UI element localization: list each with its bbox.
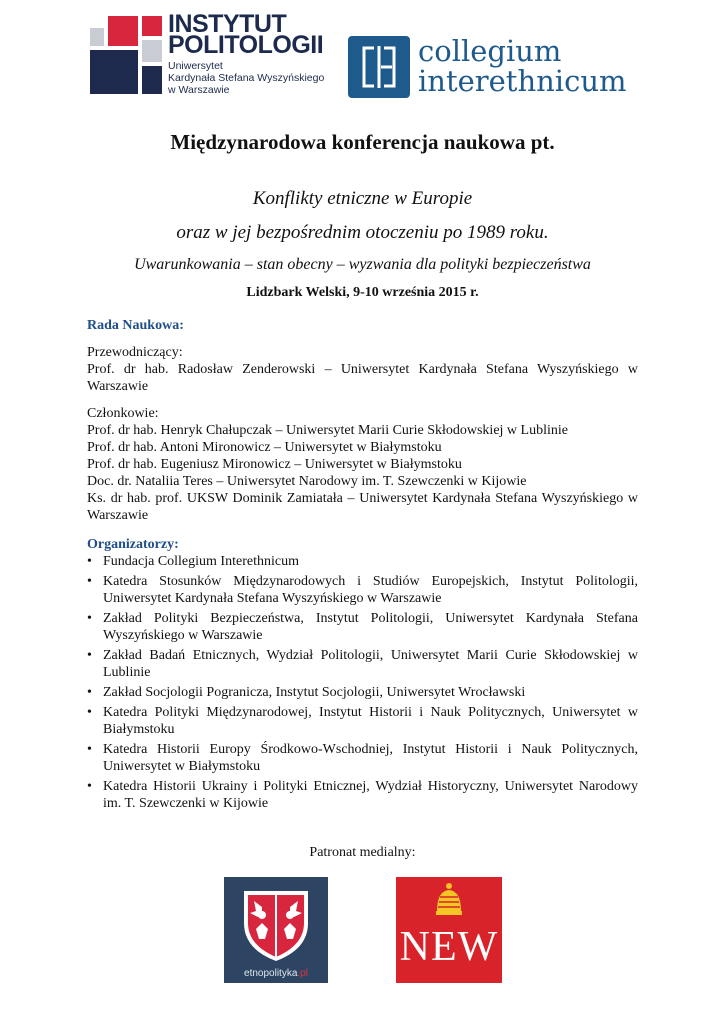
conference-date-location: Lidzbark Welski, 9-10 września 2015 r. <box>246 285 479 300</box>
instytut-logo-line1: INSTYTUT <box>168 10 287 38</box>
member-item: Prof. dr hab. Henryk Chałupczak – Uniwersytet Marii Curie Skłodowskiej w Lublinie <box>87 423 568 438</box>
main-content <box>87 317 638 815</box>
organizer-item: • Katedra Polityki Międzynarodowej, Instytut Historii i Nauk Politycznych, Uniwersytet w Białymstoku <box>87 704 638 738</box>
collegium-logo-line2: interethnicum <box>418 64 627 98</box>
collegium-logo-line1: collegium <box>418 34 562 68</box>
instytut-logo-line3: Uniwersytet <box>168 60 223 72</box>
etnopolityka-caption <box>224 968 328 979</box>
organizer-item: • Zakład Polityki Bezpieczeństwa, Instytut Politologii, Uniwersytet Kardynała Stefana Wyszyńskiego w Warszawie <box>87 610 638 644</box>
instytut-politologii-logo <box>86 10 331 98</box>
organizers-heading: Organizatorzy: <box>87 537 179 552</box>
instytut-logo-line4: Kardynała Stefana Wyszyńskiego <box>168 72 325 84</box>
media-patronage-label: Patronat medialny: <box>309 845 416 860</box>
member-item: Prof. dr hab. Antoni Mironowicz – Uniwersytet w Białymstoku <box>87 440 442 455</box>
etnopolityka-tld: .pl <box>297 968 308 979</box>
members-label: Członkowie: <box>87 406 159 421</box>
new-logo <box>396 877 502 983</box>
conference-title-line1: Konflikty etniczne w Europie <box>252 188 473 209</box>
instytut-logo-line2: POLITOLOGII <box>168 31 324 59</box>
chair-label: Przewodniczący: <box>87 345 183 360</box>
chair-name: Prof. dr hab. Radosław Zenderowski – Uniwersytet Kardynała Stefana Wyszyńskiego w Warszawie <box>87 362 638 394</box>
etnopolityka-logo <box>224 877 328 983</box>
organizer-item: • Zakład Socjologii Pogranicza, Instytut Socjologii, Uniwersytet Wrocławski <box>87 684 638 701</box>
conference-title-line2: oraz w jej bezpośrednim otoczeniu po 1989 roku. <box>176 222 549 243</box>
crown-icon <box>396 877 502 923</box>
organizer-item: • Katedra Stosunków Międzynarodowych i Studiów Europejskich, Instytut Politologii, Uniwersytet Kardynała Stefana Wyszyńskiego w Warszawie <box>87 573 638 607</box>
member-item: Ks. dr hab. prof. UKSW Dominik Zamiatała – Uniwersytet Kardynała Stefana Wyszyńskiego w Warszawie <box>87 491 638 523</box>
organizer-item: • Fundacja Collegium Interethnicum <box>87 553 638 570</box>
eagle-shield-icon <box>224 877 328 965</box>
organizer-item: • Zakład Badań Etnicznych, Wydział Politologii, Uniwersytet Marii Curie Skłodowskiej w Lublinie <box>87 647 638 681</box>
collegium-emblem-icon <box>348 36 410 98</box>
member-item: Doc. dr. Nataliia Teres – Uniwersytet Narodowy im. T. Szewczenki w Kijowie <box>87 474 527 489</box>
instytut-logo-line5: w Warszawie <box>168 84 230 96</box>
new-logo-text: NEW <box>399 924 499 970</box>
organizers-list <box>87 553 638 812</box>
member-item: Prof. dr hab. Eugeniusz Mironowicz – Uniwersytet w Białymstoku <box>87 457 462 472</box>
collegium-interethnicum-logo <box>348 34 627 100</box>
rada-heading: Rada Naukowa: <box>87 318 184 333</box>
etnopolityka-name: etnopolityka <box>244 968 298 979</box>
page-title: Międzynarodowa konferencja naukowa pt. <box>170 130 555 154</box>
conference-subtitle: Uwarunkowania – stan obecny – wyzwania dla polityki bezpieczeństwa <box>134 256 591 273</box>
instytut-politologii-emblem-icon <box>86 14 164 98</box>
organizer-item: • Katedra Historii Europy Środkowo-Wschodniej, Instytut Historii i Nauk Politycznych, Uniwersytet w Białymstoku <box>87 741 638 775</box>
organizer-item: • Katedra Historii Ukrainy i Polityki Etnicznej, Wydział Historyczny, Uniwersytet Narodowy im. T. Szewczenki w Kijowie <box>87 778 638 812</box>
